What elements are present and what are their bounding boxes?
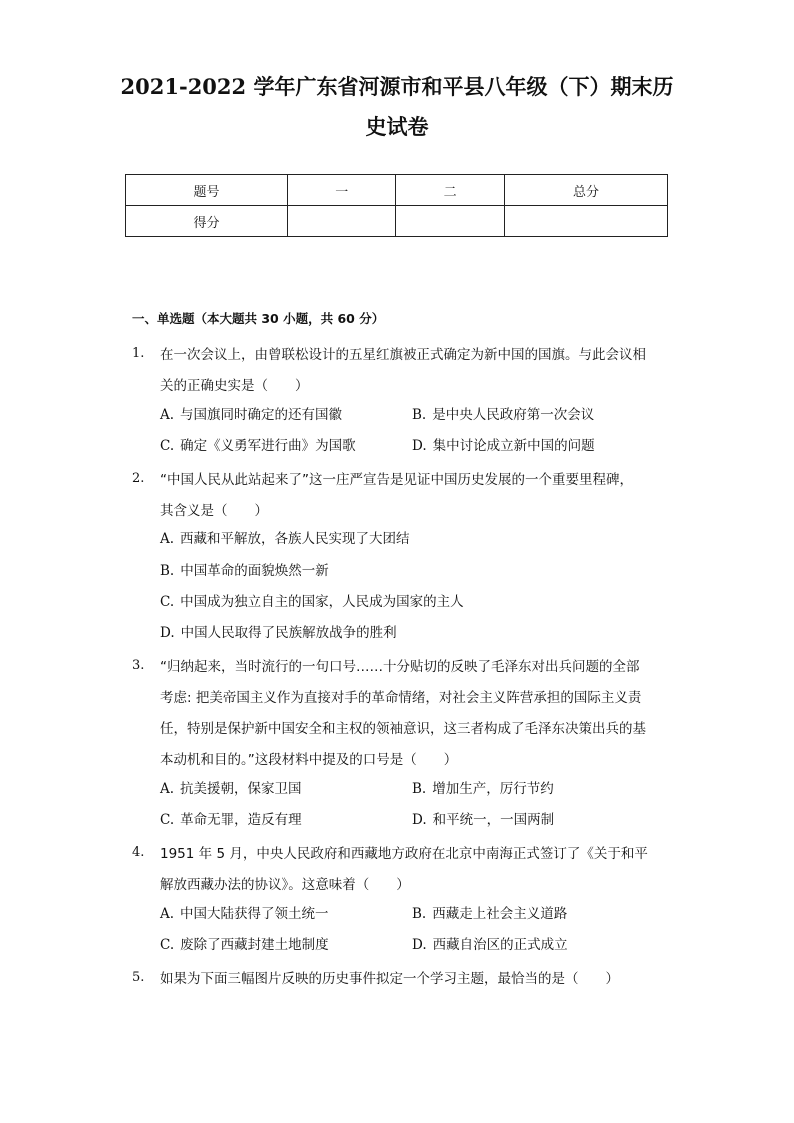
stem-line: 1951 年 5 月，中央人民政府和西藏地方政府在北京中南海正式签订了《关于和平: [160, 846, 648, 862]
question-number: 4.: [132, 845, 145, 860]
question-stem: [160, 964, 670, 995]
option-b: B. 是中央人民政府第一次会议: [412, 407, 595, 423]
score-table-score-row: [126, 206, 668, 237]
option-d: D. 和平统一，一国两制: [412, 812, 555, 828]
score-cell-part1: [288, 206, 396, 237]
stem-line: 其含义是（ ）: [160, 503, 268, 519]
stem-line: 考虑: 把美帝国主义作为直接对手的革命情绪，对社会主义阵营承担的国际主义责: [160, 690, 642, 706]
option-c: C. 废除了西藏封建土地制度: [160, 937, 329, 953]
score-cell-total: [504, 206, 667, 237]
score-header-part2: 二: [396, 175, 504, 206]
option-d: D. 中国人民取得了民族解放战争的胜利: [160, 625, 397, 641]
question-stem: [160, 839, 670, 901]
score-table-header-row: [126, 175, 668, 206]
stem-line: 解放西藏办法的协议》。这意味着（ ）: [160, 877, 410, 893]
option-a: A. 抗美援朝，保家卫国: [160, 781, 302, 797]
question-stem: [160, 465, 670, 527]
stem-line: 在一次会议上，由曾联松设计的五星红旗被正式确定为新中国的国旗。与此会议相: [160, 347, 646, 363]
question-number: 5.: [132, 970, 145, 985]
doc-title-line2: 史试卷: [365, 114, 429, 139]
score-header-item: 题号: [126, 175, 288, 206]
option-c: C. 革命无罪，造反有理: [160, 812, 302, 828]
question-number: 1.: [132, 346, 145, 361]
option-b: B. 西藏走上社会主义道路: [412, 906, 568, 922]
option-a: A. 西藏和平解放，各族人民实现了大团结: [160, 531, 410, 547]
section-heading: 一、单选题（本大题共 30 小题，共 60 分）: [132, 311, 385, 326]
question-stem: [160, 652, 670, 776]
stem-line: 如果为下面三幅图片反映的历史事件拟定一个学习主题，最恰当的是（ ）: [160, 971, 619, 987]
stem-line: “归纳起来，当时流行的一句口号……十分贴切的反映了毛泽东对出兵问题的全部: [160, 659, 640, 675]
question-number: 3.: [132, 658, 145, 673]
option-c: C. 中国成为独立自主的国家，人民成为国家的主人: [160, 594, 464, 610]
option-d: D. 西藏自治区的正式成立: [412, 937, 568, 953]
stem-line: 本动机和目的。”这段材料中提及的口号是（ ）: [160, 752, 458, 768]
question-number: 2.: [132, 471, 145, 486]
option-c: C. 确定《义勇军进行曲》为国歌: [160, 438, 356, 454]
option-b: B. 增加生产，厉行节约: [412, 781, 554, 797]
score-table: [125, 174, 668, 237]
option-a: A. 与国旗同时确定的还有国徽: [160, 407, 343, 423]
option-b: B. 中国革命的面貌焕然一新: [160, 563, 329, 579]
score-row-label: 得分: [126, 206, 288, 237]
question-stem: [160, 340, 670, 402]
doc-title-line1: 2021-2022 学年广东省河源市和平县八年级（下）期末历: [120, 74, 674, 99]
stem-line: “中国人民从此站起来了”这一庄严宣告是见证中国历史发展的一个重要里程碑，: [160, 472, 633, 488]
score-header-total: 总分: [504, 175, 667, 206]
stem-line: 关的正确史实是（ ）: [160, 378, 309, 394]
option-d: D. 集中讨论成立新中国的问题: [412, 438, 595, 454]
option-a: A. 中国大陆获得了领土统一: [160, 906, 329, 922]
stem-line: 任，特别是保护新中国安全和主权的领袖意识，这三者构成了毛泽东决策出兵的基: [160, 721, 646, 737]
score-header-part1: 一: [288, 175, 396, 206]
score-cell-part2: [396, 206, 504, 237]
